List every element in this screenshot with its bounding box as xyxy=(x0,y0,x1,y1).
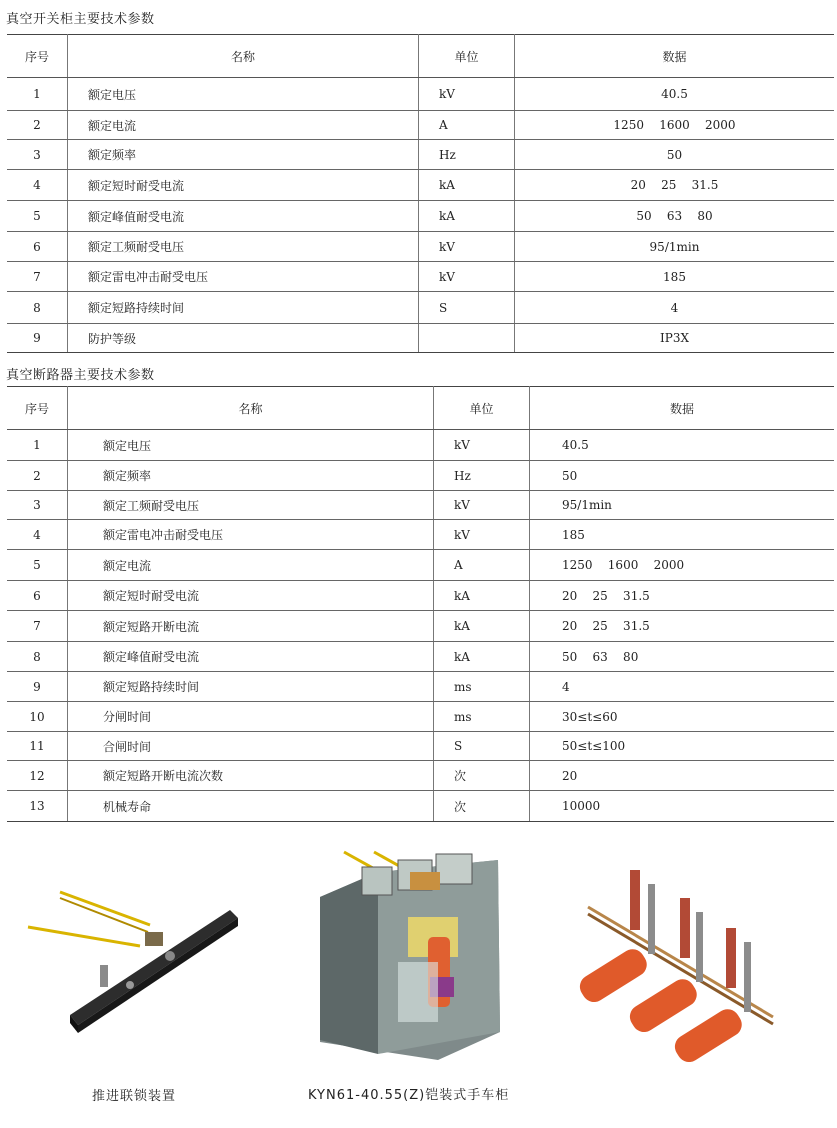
row-name: 额定短时耐受电流 xyxy=(68,581,434,611)
table1-title: 真空开关柜主要技术参数 xyxy=(6,12,155,27)
row-data: 185 xyxy=(515,262,835,292)
row-unit: kV xyxy=(419,232,515,262)
row-index: 2 xyxy=(7,461,68,491)
table-header-row xyxy=(7,387,834,430)
row-name: 额定频率 xyxy=(68,461,434,491)
table-row xyxy=(7,78,834,111)
row-index: 5 xyxy=(7,201,68,232)
table-row xyxy=(7,430,834,461)
interlock-device-figure xyxy=(20,870,250,1040)
table-row xyxy=(7,232,834,262)
row-name: 额定短路开断电流次数 xyxy=(68,761,434,791)
breaker-spec-table xyxy=(7,386,834,822)
table-header-row xyxy=(7,35,834,78)
row-unit: Hz xyxy=(434,461,530,491)
row-index: 3 xyxy=(7,140,68,170)
row-data: 30≤t≤60 xyxy=(530,702,835,732)
row-name: 额定短路持续时间 xyxy=(68,292,419,324)
row-index: 7 xyxy=(7,611,68,642)
row-name: 额定短路开断电流 xyxy=(68,611,434,642)
row-data: 10000 xyxy=(530,791,835,822)
row-data: 40.5 xyxy=(515,78,835,111)
header-name: 名称 xyxy=(68,35,419,78)
row-unit: A xyxy=(419,111,515,140)
table-row xyxy=(7,611,834,642)
row-data: 20 25 31.5 xyxy=(530,581,835,611)
row-unit: kA xyxy=(434,611,530,642)
row-unit: kV xyxy=(434,520,530,550)
row-index: 10 xyxy=(7,702,68,732)
row-data: 20 xyxy=(530,761,835,791)
row-unit: 次 xyxy=(434,791,530,822)
switchgear-spec-table xyxy=(7,34,834,353)
row-unit: kA xyxy=(419,170,515,201)
header-unit: 单位 xyxy=(434,387,530,430)
row-unit: Hz xyxy=(419,140,515,170)
table-row xyxy=(7,111,834,140)
row-name: 额定峰值耐受电流 xyxy=(68,201,419,232)
row-data: 1250 1600 2000 xyxy=(530,550,835,581)
row-name: 分闸时间 xyxy=(68,702,434,732)
row-name: 额定短时耐受电流 xyxy=(68,170,419,201)
header-index: 序号 xyxy=(7,387,68,430)
row-name: 额定雷电冲击耐受电压 xyxy=(68,262,419,292)
row-data: IP3X xyxy=(515,324,835,353)
row-unit: ms xyxy=(434,672,530,702)
row-data: 4 xyxy=(515,292,835,324)
row-data: 50 63 80 xyxy=(515,201,835,232)
row-index: 11 xyxy=(7,732,68,761)
table-row xyxy=(7,201,834,232)
table-row xyxy=(7,140,834,170)
table2-title: 真空断路器主要技术参数 xyxy=(6,368,155,383)
row-data: 50 63 80 xyxy=(530,642,835,672)
table-row xyxy=(7,170,834,201)
row-unit: A xyxy=(434,550,530,581)
row-index: 8 xyxy=(7,642,68,672)
row-unit: kV xyxy=(419,78,515,111)
table-row xyxy=(7,672,834,702)
row-name: 合闸时间 xyxy=(68,732,434,761)
row-unit: kV xyxy=(434,491,530,520)
row-name: 额定电流 xyxy=(68,111,419,140)
busbar-assembly-figure xyxy=(568,862,778,1062)
table-row xyxy=(7,732,834,761)
row-index: 4 xyxy=(7,170,68,201)
row-index: 7 xyxy=(7,262,68,292)
header-name: 名称 xyxy=(68,387,434,430)
row-name: 防护等级 xyxy=(68,324,419,353)
row-data: 95/1min xyxy=(515,232,835,262)
row-data: 4 xyxy=(530,672,835,702)
header-index: 序号 xyxy=(7,35,68,78)
row-name: 额定工频耐受电压 xyxy=(68,232,419,262)
row-index: 6 xyxy=(7,581,68,611)
row-name: 额定电压 xyxy=(68,430,434,461)
row-unit xyxy=(419,324,515,353)
table-row xyxy=(7,520,834,550)
header-data: 数据 xyxy=(530,387,835,430)
row-data: 40.5 xyxy=(530,430,835,461)
table-row xyxy=(7,761,834,791)
table-row xyxy=(7,791,834,822)
row-index: 9 xyxy=(7,672,68,702)
row-unit: kA xyxy=(434,642,530,672)
row-index: 6 xyxy=(7,232,68,262)
table-row xyxy=(7,262,834,292)
table-row xyxy=(7,581,834,611)
row-name: 额定雷电冲击耐受电压 xyxy=(68,520,434,550)
row-data: 50 xyxy=(515,140,835,170)
cabinet-caption: KYN61-40.55(Z)铠装式手车柜 xyxy=(308,1088,510,1103)
row-data: 50 xyxy=(530,461,835,491)
table-row xyxy=(7,642,834,672)
row-unit: 次 xyxy=(434,761,530,791)
table-row xyxy=(7,292,834,324)
header-unit: 单位 xyxy=(419,35,515,78)
row-index: 1 xyxy=(7,430,68,461)
row-unit: ms xyxy=(434,702,530,732)
row-unit: kA xyxy=(419,201,515,232)
row-data: 185 xyxy=(530,520,835,550)
table-row xyxy=(7,324,834,353)
row-index: 1 xyxy=(7,78,68,111)
table-row xyxy=(7,461,834,491)
row-unit: kV xyxy=(434,430,530,461)
row-name: 额定工频耐受电压 xyxy=(68,491,434,520)
row-unit: S xyxy=(434,732,530,761)
row-index: 2 xyxy=(7,111,68,140)
row-index: 4 xyxy=(7,520,68,550)
interlock-caption: 推进联锁装置 xyxy=(92,1089,177,1104)
row-name: 额定频率 xyxy=(68,140,419,170)
switchgear-cabinet-figure xyxy=(318,842,518,1064)
row-data: 1250 1600 2000 xyxy=(515,111,835,140)
row-name: 机械寿命 xyxy=(68,791,434,822)
row-data: 95/1min xyxy=(530,491,835,520)
row-index: 12 xyxy=(7,761,68,791)
row-index: 13 xyxy=(7,791,68,822)
row-name: 额定电流 xyxy=(68,550,434,581)
row-index: 3 xyxy=(7,491,68,520)
table-row xyxy=(7,491,834,520)
row-data: 50≤t≤100 xyxy=(530,732,835,761)
row-unit: kV xyxy=(419,262,515,292)
row-name: 额定电压 xyxy=(68,78,419,111)
row-unit: kA xyxy=(434,581,530,611)
row-index: 8 xyxy=(7,292,68,324)
row-name: 额定短路持续时间 xyxy=(68,672,434,702)
header-data: 数据 xyxy=(515,35,835,78)
row-name: 额定峰值耐受电流 xyxy=(68,642,434,672)
row-data: 20 25 31.5 xyxy=(515,170,835,201)
table-row xyxy=(7,550,834,581)
table-row xyxy=(7,702,834,732)
row-data: 20 25 31.5 xyxy=(530,611,835,642)
row-index: 5 xyxy=(7,550,68,581)
row-index: 9 xyxy=(7,324,68,353)
row-unit: S xyxy=(419,292,515,324)
